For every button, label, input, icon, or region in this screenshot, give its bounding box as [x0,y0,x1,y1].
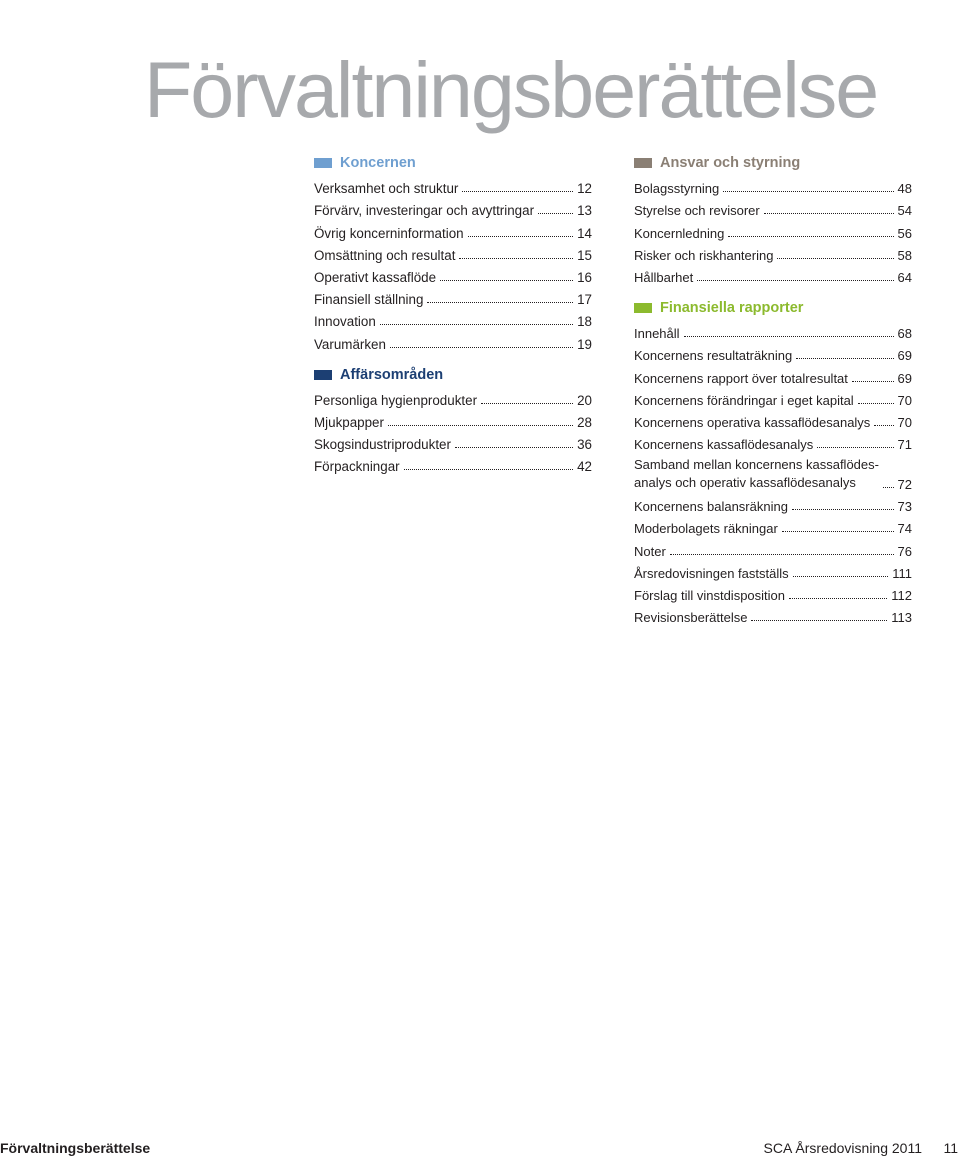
toc-entry-page: 18 [577,314,592,330]
footer-publication: SCA Årsredovisning 2011 [763,1140,922,1156]
dot-leader [427,302,573,303]
dot-leader [796,358,893,359]
toc-entry[interactable] [314,218,592,240]
dot-leader [883,487,894,488]
dot-leader [684,336,894,337]
section-heading-affarsomraden[interactable] [314,364,592,386]
toc-entry-page: 36 [577,437,592,453]
toc-entry[interactable] [634,263,912,285]
toc-entry[interactable] [314,386,592,408]
dot-leader [380,324,573,325]
toc-entry-label: Förslag till vinstdisposition [634,588,786,603]
toc-entry-page: 42 [577,459,592,475]
toc-entry-label: Noter [634,543,666,559]
toc-entry[interactable] [634,581,912,603]
toc-list-koncernen [314,174,592,352]
toc-entry-label: Varumärken [314,336,386,352]
toc-entry-page: 70 [897,392,912,408]
section-color-swatch-icon [314,158,332,168]
toc-entry-label: Personliga hygienprodukter [314,392,478,408]
section-heading-finansiella[interactable] [634,297,912,319]
toc-right-column [634,152,912,625]
toc-entry-label: Finansiell ställning [314,292,424,308]
dot-leader [789,598,887,599]
toc-entry[interactable] [314,430,592,452]
dot-leader [782,531,894,532]
dot-leader [462,191,573,192]
toc-entry[interactable] [314,452,592,474]
toc-list-finansiella-continued [634,492,912,625]
toc-entry[interactable] [634,218,912,240]
toc-entry[interactable] [634,408,912,430]
dot-leader [723,191,893,192]
section-color-swatch-icon [634,303,652,313]
dot-leader [764,213,894,214]
toc-entry[interactable] [634,514,912,536]
toc-entry-label: Koncernens resultaträkning [634,348,793,364]
toc-entry[interactable] [634,559,912,581]
toc-entry-page: 28 [577,414,592,430]
toc-entry[interactable] [634,363,912,385]
toc-entry-label: Risker och riskhantering [634,247,774,263]
toc-entry-page: 54 [897,203,912,219]
dot-leader [459,258,573,259]
dot-leader [777,258,893,259]
toc-entry-page: 12 [577,181,592,197]
toc-entry[interactable] [634,430,912,452]
section-heading-label: Finansiella rapporter [660,299,804,316]
toc-entry-label: Verksamhet och struktur [314,181,459,197]
dot-leader [455,447,573,448]
dot-leader [468,236,574,237]
toc-entry-page: 19 [577,336,592,352]
toc-entry-label: Omsättning och resultat [314,247,456,263]
toc-entry-page: 73 [897,499,912,515]
toc-entry-label: Koncernens kassaflödesanalys [634,437,814,453]
toc-entry-label: Årsredovisningen fastställs [634,565,789,581]
footer-page-number: 11 [943,1140,958,1156]
toc-entry-label: Koncernledning [634,225,725,241]
toc-entry-label: Operativt kassaflöde [314,269,437,285]
toc-entry-page: 20 [577,392,592,408]
toc-entry-label: Förvärv, investeringar och avyttringar [314,203,535,219]
toc-list-ansvar [634,174,912,285]
toc-entry[interactable] [634,319,912,341]
toc-entry-label: Bolagsstyrning [634,181,720,197]
dot-leader [388,425,573,426]
toc-entry-page: 58 [897,247,912,263]
toc-entry-page: 72 [897,477,912,493]
toc-left-column [314,152,592,474]
toc-list-affarsomraden [314,386,592,475]
toc-entry-page: 76 [897,543,912,559]
toc-entry[interactable] [314,174,592,196]
toc-entry-label: Innehåll [634,326,680,342]
toc-entry[interactable] [634,341,912,363]
toc-entry[interactable] [634,603,912,625]
toc-entry-label: Innovation [314,314,376,330]
toc-entry-page: 113 [891,610,912,626]
dot-leader [481,403,573,404]
toc-entry-label: Koncernens operativa kassaflödesanalys [634,414,871,430]
toc-entry-label: Förpackningar [314,459,400,475]
dot-leader [390,347,573,348]
dot-leader [440,280,573,281]
toc-entry[interactable] [634,536,912,558]
toc-entry-page: 112 [891,588,912,603]
toc-entry-page: 13 [577,203,592,219]
toc-entry-page: 15 [577,247,592,263]
toc-entry-label: Skogsindustriprodukter [314,437,451,453]
toc-list-finansiella [634,319,912,452]
toc-entry-label: Koncernens förändringar i eget kapital [634,392,854,408]
dot-leader [404,469,573,470]
toc-entry-label: Styrelse och revisorer [634,203,760,219]
toc-entry-label: Koncernens rapport över totalresultat [634,370,848,386]
section-heading-label: Koncernen [340,155,416,171]
toc-entry[interactable] [634,492,912,514]
toc-entry-page: 70 [897,414,912,430]
dot-leader [793,576,889,577]
toc-entry-page: 17 [577,292,592,308]
toc-entry-label: Revisionsberättelse [634,610,748,626]
dot-leader [852,381,894,382]
toc-entry-label: Hållbarhet [634,269,694,285]
dot-leader [751,620,887,621]
toc-entry-page: 74 [897,521,912,537]
page-title: Förvaltningsberättelse [144,44,878,134]
toc-entry[interactable] [634,386,912,408]
toc-entry-label-line2: analys och operativ kassaflödesanalys [634,475,856,491]
toc-entry-page: 69 [897,348,912,364]
toc-entry[interactable] [314,408,592,430]
toc-entry[interactable] [314,329,592,351]
toc-entry-page: 64 [897,269,912,285]
toc-entry[interactable] [314,196,592,218]
dot-leader [858,403,894,404]
toc-entry[interactable] [634,196,912,218]
toc-entry-label: Övrig koncerninformation [314,225,464,241]
toc-entry-page: 68 [897,326,912,342]
toc-entry-page: 71 [897,437,912,453]
toc-entry[interactable] [314,263,592,285]
toc-entry[interactable] [314,285,592,307]
toc-entry-label: Koncernens balansräkning [634,499,788,515]
section-color-swatch-icon [314,370,332,380]
toc-entry-label: Mjukpapper [314,414,384,430]
dot-leader [817,447,893,448]
dot-leader [728,236,893,237]
toc-entry-page: 14 [577,225,592,241]
toc-entry[interactable] [634,241,912,263]
toc-entry-page: 111 [892,565,912,581]
dot-leader [538,213,573,214]
dot-leader [874,425,893,426]
dot-leader [670,554,894,555]
toc-entry-label [634,456,879,492]
section-heading-label: Affärsområden [340,366,444,383]
section-heading-label: Ansvar och styrning [660,155,801,171]
section-heading-koncernen[interactable] [314,152,592,174]
toc-entry-label: Moderbolagets räkningar [634,521,778,537]
section-color-swatch-icon [634,158,652,168]
toc-entry-label-line1: Samband mellan koncernens kassaflödes- [634,457,879,473]
section-heading-ansvar[interactable] [634,152,912,174]
toc-entry-page: 16 [577,269,592,285]
toc-entry[interactable] [634,452,912,492]
toc-entry[interactable] [634,174,912,196]
dot-leader [792,509,894,510]
footer-section-title: Förvaltningsberättelse [0,1140,151,1156]
dot-leader [697,280,893,281]
toc-entry-page: 69 [897,370,912,386]
toc-entry[interactable] [314,307,592,329]
toc-entry[interactable] [314,241,592,263]
toc-entry-page: 56 [897,225,912,241]
toc-entry-page: 48 [897,181,912,197]
